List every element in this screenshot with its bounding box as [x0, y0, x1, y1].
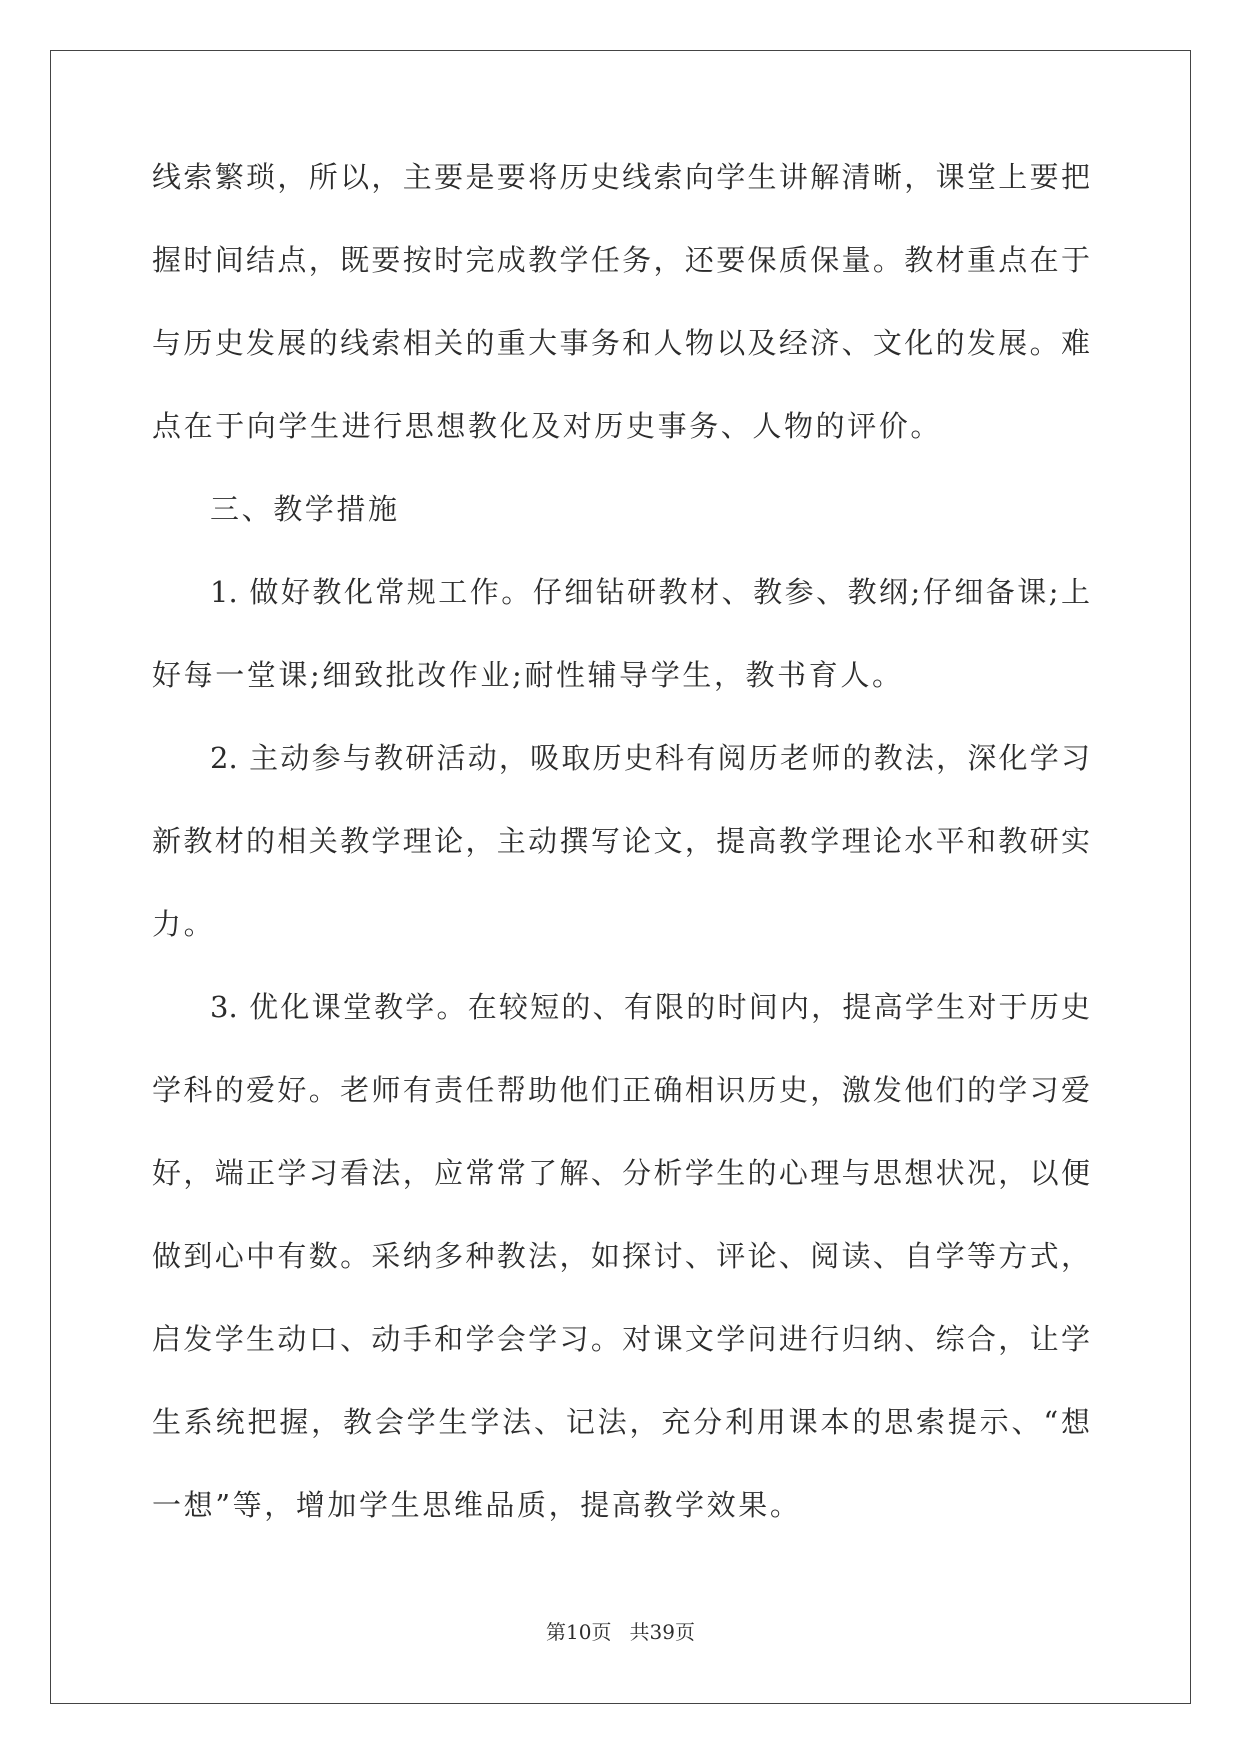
page-footer: [0, 1620, 1241, 1644]
text-line: 启发学生动口、动手和学会学习。对课文学问进行归纳、综合，让学: [152, 1322, 1090, 1356]
text-line: 一想”等，增加学生思维品质，提高教学效果。: [152, 1488, 802, 1522]
section-heading: 三、教学措施: [210, 492, 400, 526]
text-line: 1. 做好教化常规工作。仔细钻研教材、教参、教纲;仔细备课;上: [210, 575, 1090, 609]
text-line: 力。: [152, 907, 216, 941]
text-line: 好每一堂课;细致批改作业;耐性辅导学生，教书育人。: [152, 658, 904, 692]
text-line: 线索繁琐，所以，主要是要将历史线索向学生讲解清晰，课堂上要把: [152, 160, 1090, 194]
text-line: 做到心中有数。采纳多种教法，如探讨、评论、阅读、自学等方式，: [152, 1239, 1090, 1273]
text-line: 生系统把握，教会学生学法、记法，充分利用课本的思索提示、“想: [152, 1405, 1090, 1439]
page-total: 共39页: [629, 1620, 695, 1644]
page-number: 第10页: [546, 1620, 612, 1644]
text-line: 点在于向学生进行思想教化及对历史事务、人物的评价。: [152, 409, 943, 443]
text-line: 学科的爱好。老师有责任帮助他们正确相识历史，激发他们的学习爱: [152, 1073, 1090, 1107]
document-body: [152, 160, 1090, 1571]
text-line: 3. 优化课堂教学。在较短的、有限的时间内，提高学生对于历史: [210, 990, 1090, 1024]
text-line: 好，端正学习看法，应常常了解、分析学生的心理与思想状况，以便: [152, 1156, 1090, 1190]
text-line: 握时间结点，既要按时完成教学任务，还要保质保量。教材重点在于: [152, 243, 1090, 277]
text-line: 与历史发展的线索相关的重大事务和人物以及经济、文化的发展。难: [152, 326, 1090, 360]
text-line: 2. 主动参与教研活动，吸取历史科有阅历老师的教法，深化学习: [210, 741, 1090, 775]
text-line: 新教材的相关教学理论，主动撰写论文，提高教学理论水平和教研实: [152, 824, 1090, 858]
